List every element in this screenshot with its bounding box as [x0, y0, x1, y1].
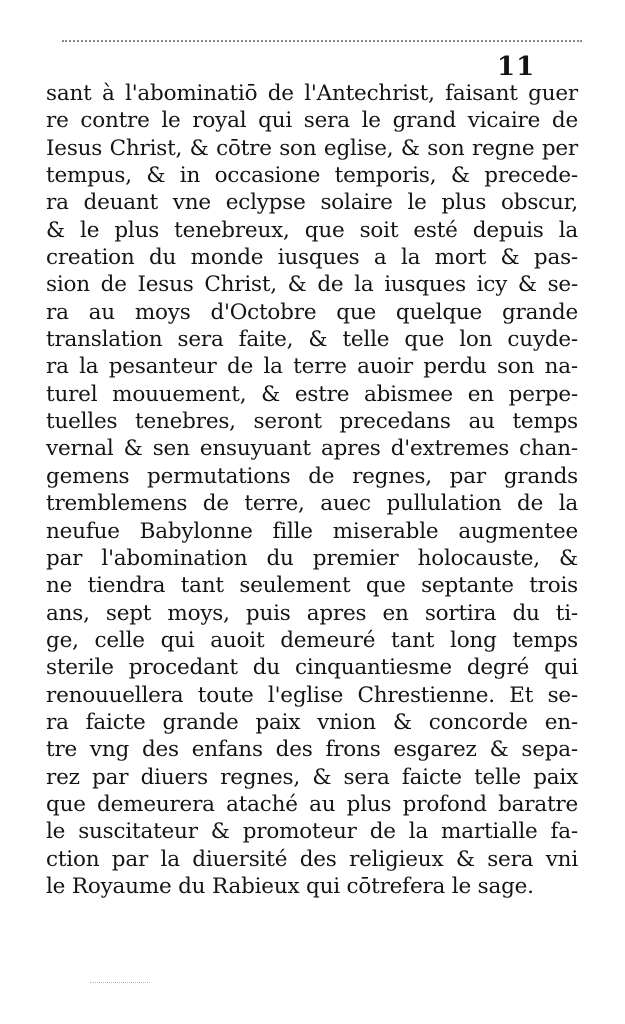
bottom-specks: [90, 982, 150, 983]
text-line: ra au moys d'Octobre que quelque grande: [46, 299, 578, 325]
text-line: tempus, & in occasione temporis, & precede-: [46, 163, 578, 189]
text-line: creation du monde iusques a la mort & pas-: [46, 245, 578, 271]
text-line: ra la pesanteur de la terre auoir perdu son na-: [46, 354, 578, 380]
text-line: sant à l'abominatiō de l'Antechrist, faisant guer: [46, 81, 578, 106]
text-line: translation sera faite, & telle que lon cuyde-: [46, 327, 578, 353]
text-line: Iesus Christ, & cōtre son eglise, & son regne per: [46, 135, 578, 161]
text-line: & le plus tenebreux, que soit esté depuis la: [46, 217, 578, 243]
text-line: sterile procedant du cinquantiesme degré qui: [46, 655, 578, 681]
text-line: le suscitateur & promoteur de la martialle fa-: [46, 819, 578, 845]
text-line: tuelles tenebres, seront precedans au temps: [46, 409, 578, 435]
text-line: par l'abomination du premier holocauste, &: [46, 545, 578, 571]
text-line: neufue Babylonne fille miserable augmentee: [46, 518, 578, 544]
text-line: rez par diuers regnes, & sera faicte telle paix: [46, 764, 578, 790]
text-line: renouuellera toute l'eglise Chrestienne. Et se-: [46, 682, 578, 708]
body-text: [46, 80, 578, 900]
text-line: ction par la diuersité des religieux & sera vni: [46, 846, 578, 872]
text-line: tre vng des enfans des frons esgarez & sepa-: [46, 737, 578, 763]
text-line: tremblemens de terre, auec pullulation de la: [46, 491, 578, 517]
text-line: ans, sept moys, puis apres en sortira du ti-: [46, 600, 578, 626]
page-number: 11: [497, 52, 536, 82]
text-line: turel mouuement, & estre abismee en perpe-: [46, 381, 578, 407]
text-line: que demeurera ataché au plus profond baratre: [46, 791, 578, 817]
text-line: le Royaume du Rabieux qui cōtrefera le sage.: [46, 873, 534, 899]
text-line: sion de Iesus Christ, & de la iusques icy & se-: [46, 272, 578, 298]
text-line: gemens permutations de regnes, par grands: [46, 463, 578, 489]
header-rule: [62, 40, 582, 42]
text-line: ra deuant vne eclypse solaire le plus obscur,: [46, 190, 578, 216]
text-line: ne tiendra tant seulement que septante trois: [46, 573, 578, 599]
text-line: re contre le royal qui sera le grand vicaire de: [46, 108, 578, 134]
text-line: ge, celle qui auoit demeuré tant long temps: [46, 627, 578, 653]
text-line: vernal & sen ensuyuant apres d'extremes chan-: [46, 436, 578, 462]
text-line: ra faicte grande paix vnion & concorde en-: [46, 709, 578, 735]
